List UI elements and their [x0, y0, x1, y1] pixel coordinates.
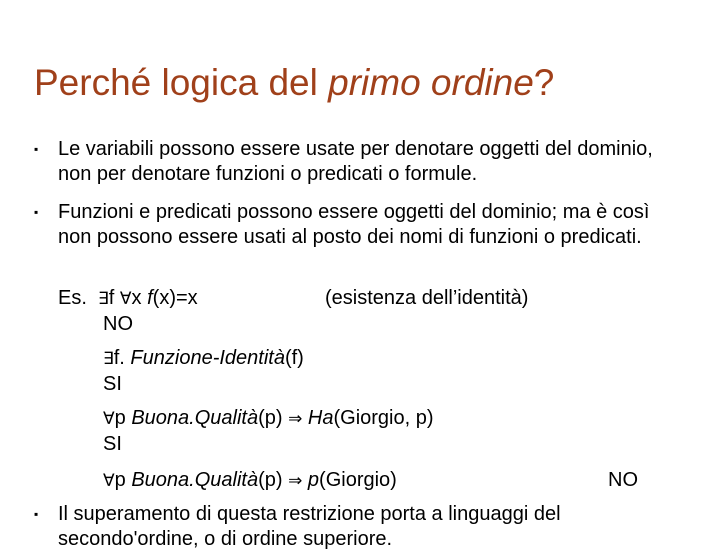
title-suffix: ? — [533, 62, 555, 103]
bullet-1-text: Le variabili possono essere usate per denotare oggetti del dominio, non per denotare funzioni o predicati o formule. — [58, 138, 653, 185]
square-bullet-icon: ▪ — [34, 205, 39, 219]
example-4-verdict: NO — [608, 469, 638, 491]
ex3-var-p: p — [114, 407, 132, 429]
example-1-note: (esistenza dell’identità) — [325, 287, 529, 309]
ex3-rest: (Giorgio, p) — [333, 407, 434, 429]
example-1-formula — [58, 286, 198, 312]
ex3-ha-predicate: Ha — [307, 407, 334, 429]
example-4-formula — [103, 468, 397, 494]
example-2-verdict: SI — [103, 373, 122, 395]
title-prefix: Perché logica del — [34, 62, 329, 103]
example-label: Es. — [58, 287, 87, 309]
ex4-predicate: Buona.Qualità — [131, 469, 259, 491]
ex1-rest: (x)=x — [152, 287, 198, 309]
ex1-var-x: x — [131, 287, 148, 309]
bullet-3-text: Il superamento di questa restrizione porta a linguaggi del secondo'ordine, o di ordine superiore. — [58, 503, 561, 550]
example-1-verdict: NO — [103, 313, 133, 335]
square-bullet-icon: ▪ — [34, 142, 39, 156]
ex1-function: f — [147, 287, 153, 309]
ex4-arg: (p) — [258, 469, 289, 491]
ex4-p-predicate: p — [307, 469, 320, 491]
bullet-2-text: Funzioni e predicati possono essere oggetti del dominio; ma è così non possono essere usati al posto dei nomi di funzioni o predicati. — [58, 201, 650, 248]
forall-symbol-icon: ∀ — [103, 471, 115, 491]
example-3-verdict: SI — [103, 433, 122, 455]
implies-arrow-icon: ⇒ — [288, 471, 303, 491]
exists-symbol-icon: ∃ — [98, 289, 109, 309]
ex4-rest: (Giorgio) — [319, 469, 397, 491]
ex3-arg: (p) — [258, 407, 289, 429]
square-bullet-icon: ▪ — [34, 507, 39, 521]
exists-symbol-icon: ∃ — [103, 349, 114, 369]
ex2-rest: (f) — [284, 347, 304, 369]
ex4-var-p: p — [114, 469, 132, 491]
ex2-predicate: Funzione-Identità — [130, 347, 285, 369]
ex2-var-f: f. — [113, 347, 131, 369]
ex3-predicate: Buona.Qualità — [131, 407, 259, 429]
ex1-var-f: f — [108, 287, 120, 309]
title-emphasis: primo ordine — [328, 62, 534, 103]
forall-symbol-icon: ∀ — [119, 289, 132, 309]
forall-symbol-icon: ∀ — [103, 409, 115, 429]
example-3-formula — [103, 406, 434, 432]
example-2-formula — [103, 346, 304, 372]
slide-title — [34, 62, 554, 104]
implies-arrow-icon: ⇒ — [288, 409, 303, 429]
